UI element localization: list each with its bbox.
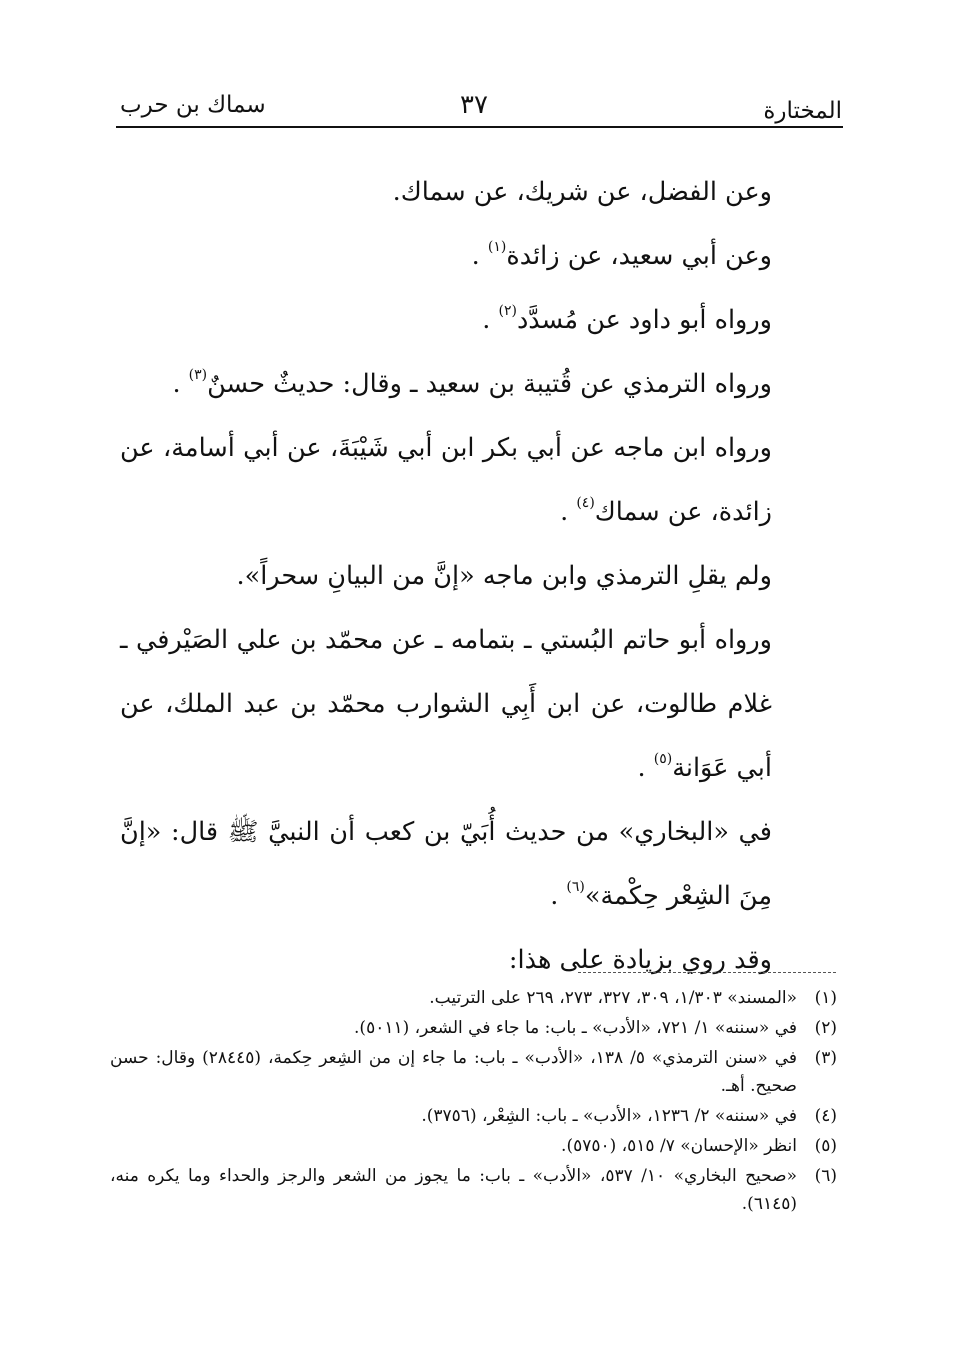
footnote: [110, 1044, 837, 1100]
footnote-number: (٤): [814, 1106, 837, 1126]
footnotes: [110, 984, 837, 1220]
paragraph-end: .: [471, 241, 480, 271]
paragraph-end: .: [550, 881, 559, 911]
paragraph-text: في «البخاري» من حديث أُبَيّ بن كعب أن النبيَّ ﷺ قال: «إنَّ مِنَ الشِعْر حِكْمة»: [120, 817, 772, 911]
footnote-marker[interactable]: (١): [487, 239, 507, 255]
paragraph-end: .: [172, 369, 181, 399]
running-header-chapter: سماك بن حرب: [120, 92, 266, 118]
paragraph: [120, 160, 842, 224]
running-header-book-title: المختارة: [763, 98, 842, 124]
paragraph-text: وقد روي بزيادة على هذا:: [508, 945, 772, 975]
footnote: [110, 1162, 837, 1218]
footnote-text: «صحيح البخاري» ١٠/ ٥٣٧، «الأدب» ـ باب: ما يجوز من الشعر والرجز والحداء وما يكره منه، (٦١٤٥).: [110, 1166, 797, 1214]
paragraph-text: وعن الفضل، عن شريك، عن سماك.: [392, 177, 772, 207]
paragraph-text: ورواه أبو داود عن مُسدَّد: [516, 305, 772, 335]
footnote: [110, 984, 837, 1012]
paragraph-text: ولم يقلِ الترمذي وابن ماجه «إنَّ من البيانِ سحراً».: [236, 561, 772, 591]
paragraph: [120, 544, 842, 608]
paragraph: [120, 288, 842, 352]
paragraph-end: .: [637, 753, 646, 783]
footnote-marker[interactable]: (٤): [576, 495, 595, 511]
footnote-text: «المسند» ١/٣٠٣، ٣٠٩، ٣٢٧، ٢٧٣، ٢٦٩ على الترتيب.: [429, 988, 797, 1008]
paragraph-text: ورواه الترمذي عن قُتيبة بن سعيد ـ وقال: حديثٌ حسنٌ: [207, 369, 772, 399]
footnote-text: في «سننه» ١/ ٧٢١، «الأدب» ـ باب: ما جاء في الشعر، (٥٠١١).: [354, 1018, 797, 1038]
footnote-marker[interactable]: (٦): [566, 879, 585, 895]
paragraph: [120, 416, 842, 544]
paragraph: [120, 608, 842, 800]
footnote-number: (٥): [814, 1136, 837, 1156]
header-rule: [116, 126, 843, 128]
footnote-number: (٣): [814, 1048, 837, 1068]
footnote-text: في «سننه» ٢/ ١٢٣٦، «الأدب» ـ باب: الشِعْر، (٣٧٥٦).: [421, 1106, 797, 1126]
footnote-text: في «سنن الترمذي» ٥/ ١٣٨، «الأدب» ـ باب: ما جاء إن من الشِعر حِكمة، (٢٨٤٤٥) وقال: حسن صحيح. أهـ.: [110, 1048, 797, 1096]
main-text: [120, 160, 842, 992]
footnote-number: (٢): [814, 1018, 837, 1038]
footnote-marker[interactable]: (٣): [188, 367, 208, 383]
paragraph: [120, 800, 842, 928]
footnote-number: (٦): [814, 1166, 837, 1186]
paragraph-text: ورواه أبو حاتم البُستي ـ بتمامه ـ عن محمّد بن علي الصَيْرفي ـ غلام طالوت، عن ابن أَبِي الشوارب محمّد بن عبد الملك، عن أبي عَوَانة: [120, 625, 772, 783]
paragraph-text: وعن أبي سعيد، عن زائدة: [506, 241, 772, 271]
paragraph-end: .: [560, 497, 569, 527]
footnote: [110, 1132, 837, 1160]
paragraph: [120, 224, 842, 288]
footnote: [110, 1014, 837, 1042]
paragraph-end: .: [482, 305, 491, 335]
footnote-marker[interactable]: (٥): [653, 751, 673, 767]
footnote-marker[interactable]: (٢): [498, 303, 517, 319]
paragraph: [120, 352, 842, 416]
footnote: [110, 1102, 837, 1130]
paragraph-text: ورواه ابن ماجه عن أبي بكر ابن أبي شَيْبَةَ، عن أبي أسامة، عن زائدة، عن سماك: [120, 433, 772, 527]
footnote-text: انظر «الإحسان» ٧/ ٥١٥، (٥٧٥٠).: [561, 1136, 797, 1156]
footnote-number: (١): [814, 988, 837, 1008]
footnote-separator: [578, 972, 836, 973]
paragraph: [120, 928, 842, 992]
page-number: ٣٧: [460, 90, 488, 120]
